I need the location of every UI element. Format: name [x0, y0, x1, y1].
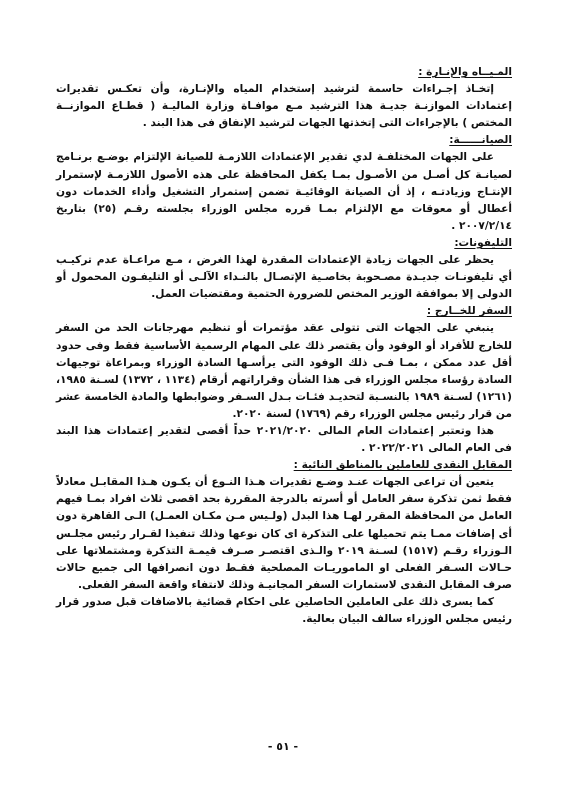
paragraph-travel-note: هذا وتعتبر إعتمادات العام المالى ٢٠٢١/٢٠٢٠ حداً أقصى لتقدير إعتمادات هذا البند فى العام المالى ٢٠٢٢/٢٠٢١ . [56, 424, 512, 455]
section-maintenance [56, 132, 512, 235]
document-page [56, 64, 512, 628]
section-heading-phones: التليفونات: [454, 236, 512, 249]
paragraph-travel: ينبغي على الجهات التى تتولى عقد مؤتمرات أو تنظيم مهرجانات الحد من السفر للخارج للأفراد أو الوفود وأن يقتصر ذلك على المهام الرسمية الأساسية فقط وفى حدود أقل عدد ممكن ، بمـا فـى ذلك الوفود التى يرأسـها السادة الوزراء وبمراعاة توجيهات السادة رؤساء مجلس الوزراء فى هذا الشأن وقراراتهم أرقام (١١٣٤ ، ١٣٧٢) لسـنة ١٩٨٥، (١٢٦١) لسـنة ١٩٨٩ بالنسـبة لتحديـد فئـات بـدل السـفر وضوابطها والمادة الخامسة عشر من قرار رئيس مجلس الوزراء رقم (١٧٦٩) لسنة ٢٠٢٠. [56, 322, 512, 420]
section-heading-remote-areas: المقابل النقدي للعاملين بالمناطق النائية : [293, 459, 512, 472]
section-heading-maintenance: الصيانــــــة: [449, 134, 512, 147]
section-heading-water: المـيــاه والإنـارة : [418, 66, 512, 78]
paragraph-phones: يحظر على الجهات زيادة الإعتمادات المقدرة لهذا الغرض ، مـع مراعـاة عدم تركيـب أي تليفونـات جديـدة مصـحوبة بخاصـية الإتصـال بالنـداء الآلـى أو التليفـون المحمول أو الدولى إلا بموافقة الوزير المختص للضرورة الحتمية ومقتضيات العمل. [56, 254, 512, 301]
paragraph-remote-areas-note: كما يسرى ذلك على العاملين الحاصلين على احكام قضائية بالاضافات قبل صدور قرار رئيس مجلس الوزراء سالف البيان بعالية. [56, 595, 512, 625]
paragraph-remote-areas: يتعين أن تراعى الجهات عنـد وضـع تقديرات هـذا النـوع أن يكـون هـذا المقابـل معادلاً فقط ثمن تذكرة سفر العامل أو أسرته بالدرجة المقررة بحد اقصى ثلاث افراد بمـا فيهم العامل من المحافظة المقرر لهـا هذا البدل (ولـيس مـن مكـان العمـل) الـى القاهرة دون أى إضافات ممـا يتم تحميلها على التذكرة اى كان نوعها وذلك تنفيذا لقـرار رئيس مجلـس الـوزراء رقـم (١٥١٧) لسـنة ٢٠١٩ والـذى اقتصـر صـرف قيمـة التذكرة ومشتملاتها على حـالات السـفر الفعلى او الماموريـات المصلحية فقـط دون انصرافها الى جميع حالات صرف المقابل النقدى لاستمارات السفر المجانيـة وذلك لانتفاء واقعة السفر الفعلى. [56, 476, 512, 591]
section-travel [56, 303, 512, 457]
section-water [56, 64, 512, 132]
paragraph-maintenance: على الجهات المختلفـة لدي تقدير الإعتمادات اللازمـة للصيانة الإلتزام بوضـع برنـامج لصيانـة كل أصـل من الأصـول بمـا يكفل المحافظة على هذه الأصول اللازمـة لإستمرار الإنتـاج وزيادتـه ، إذ أن الصيانة الوقائيـة تضمن إستمرار التشغيل وأداء الخدمات دون أعطال أو معوقات مع الإلتزام بمـا قرره مجلس الوزراء بجلسته رقـم (٢٥) بتاريخ ٢٠٠٧/٢/١٤ . [56, 151, 512, 232]
section-phones [56, 235, 512, 303]
page-number: - ٥١ - [267, 740, 299, 753]
section-heading-travel: السفر للخــارج : [426, 305, 512, 318]
paragraph-water: إتخـاذ إجـراءات حاسمة لترشيد إستخدام المياه والإنـارة، وأن تعكـس تقديرات إعتمادات الموازنـة جديـة هذا الترشيد مـع موافـاة وزارة الماليـة ( قطـاع الموازنــة المختص ) بالإجراءات التى إتخذتها الجهات لترشيد الإنفاق فى هذا البند . [56, 83, 512, 130]
section-remote-areas [56, 457, 512, 628]
